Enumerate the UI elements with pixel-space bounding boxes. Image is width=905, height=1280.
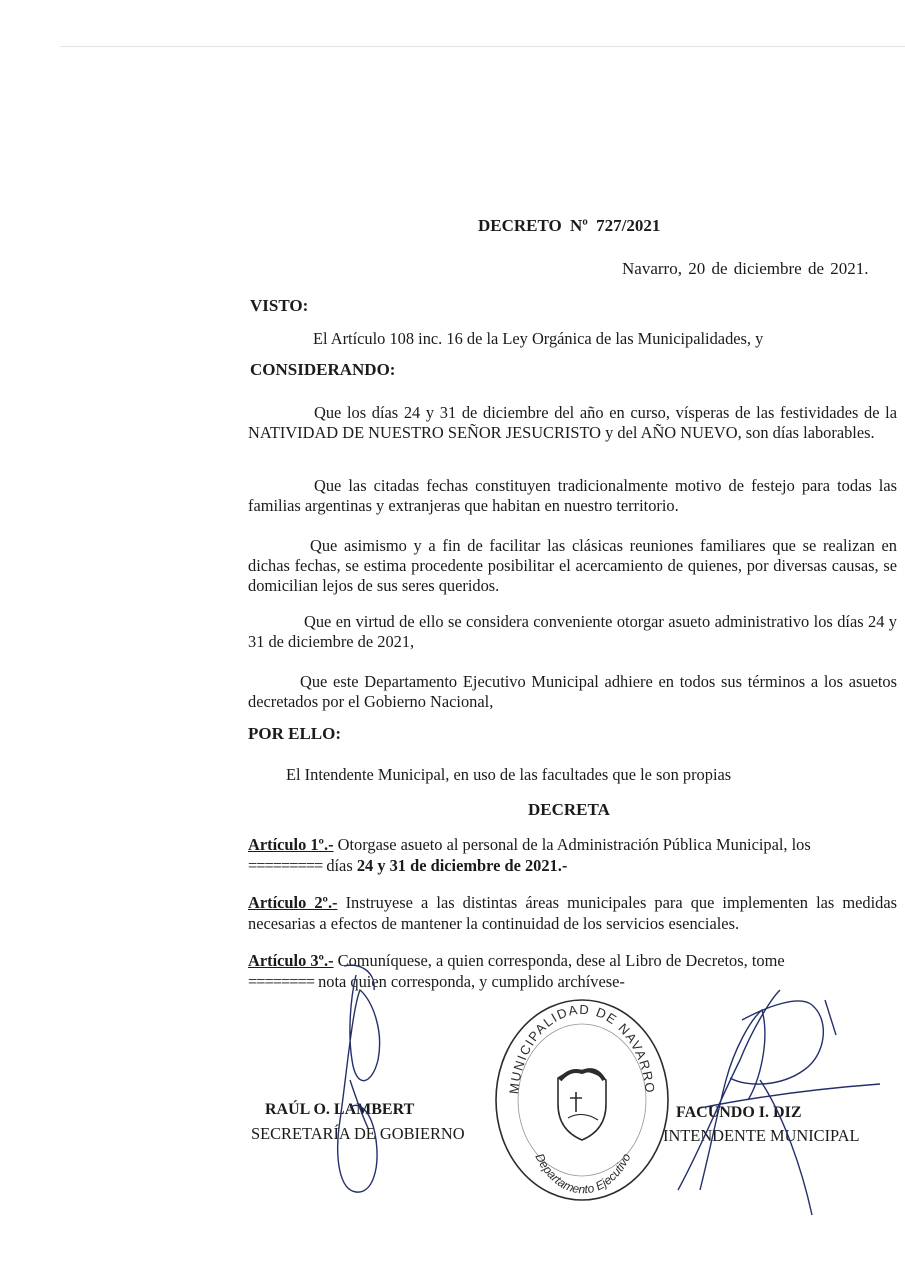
considerando-paragraph-1: Que los días 24 y 31 de diciembre del año en curso, vísperas de las festividades de la NATIVIDAD DE NUESTRO SEÑOR JESUCRISTO y del AÑO NUEVO, son días laborables. bbox=[248, 403, 897, 442]
left-signatory-role: SECRETARÍA DE GOBIERNO bbox=[251, 1124, 465, 1143]
considerando-paragraph-4: Que en virtud de ello se considera conveniente otorgar asueto administrativo los días 24 y 31 de diciembre de 2021, bbox=[248, 612, 897, 651]
decree-title: DECRETO Nº 727/2021 bbox=[478, 216, 661, 235]
visto-heading: VISTO: bbox=[250, 296, 309, 315]
seal-bottom-text: Departamento Ejecutivo bbox=[532, 1151, 634, 1197]
por-ello-heading: POR ELLO: bbox=[248, 724, 342, 743]
considerando-paragraph-3: Que asimismo y a fin de facilitar las clásicas reuniones familiares que se realizan en dichas fechas, se estima procedente posibilitar el acercamiento de quienes, por diversas causas, se domicilian lejos de sus seres queridos. bbox=[248, 536, 897, 595]
por-ello-text: El Intendente Municipal, en uso de las facultades que le son propias bbox=[286, 765, 732, 784]
municipal-seal bbox=[496, 1000, 668, 1200]
article-1-separator: ========= bbox=[248, 856, 323, 875]
right-signature-scribble bbox=[678, 990, 880, 1215]
right-signatory-name: FACUNDO I. DIZ bbox=[676, 1104, 802, 1121]
article-3-text-b: nota quien corresponda, y cumplido archívese- bbox=[318, 972, 625, 991]
cross-icon bbox=[570, 1092, 582, 1112]
shield-icon bbox=[558, 1070, 606, 1140]
visto-text: El Artículo 108 inc. 16 de la Ley Orgánica de las Municipalidades, y bbox=[313, 329, 764, 348]
place-date: Navarro, 20 de diciembre de 2021. bbox=[622, 259, 869, 278]
article-3-label: Artículo 3º.- bbox=[248, 951, 334, 970]
considerando-paragraph-2: Que las citadas fechas constituyen tradicionalmente motivo de festejo para todas las familias argentinas y extranjeras que habitan en nuestro territorio. bbox=[248, 476, 897, 515]
considerando-paragraph-5: Que este Departamento Ejecutivo Municipal adhiere en todos sus términos a los asuetos decretados por el Gobierno Nacional, bbox=[248, 672, 897, 711]
article-1-text-a: Otorgase asueto al personal de la Administración Pública Municipal, los bbox=[337, 835, 811, 854]
left-signatory-name: RAÚL O. LAMBERT bbox=[265, 1101, 415, 1118]
considerando-heading: CONSIDERANDO: bbox=[250, 360, 396, 379]
article-2-label: Artículo 2º.- bbox=[248, 893, 338, 912]
article-1-dates: 24 y 31 de diciembre de 2021.- bbox=[356, 856, 568, 875]
shield-wave-icon bbox=[568, 1114, 598, 1120]
seal-top-text: MUNICIPALIDAD DE NAVARRO bbox=[506, 1001, 658, 1095]
left-signature-scribble bbox=[338, 965, 380, 1192]
article-3-text-a: Comuníquese, a quien corresponda, dese al Libro de Decretos, tome bbox=[337, 951, 785, 970]
seal-outer-ring bbox=[496, 1000, 668, 1200]
article-2-text: Instruyese a las distintas áreas municipales para que implementen las medidas necesarias a efectos de mantener la continuidad de los servicios esenciales. bbox=[248, 893, 897, 933]
article-1-text-b: días bbox=[326, 856, 357, 875]
right-signatory-role: INTENDENTE MUNICIPAL bbox=[663, 1126, 860, 1145]
article-1-label: Artículo 1º.- bbox=[248, 835, 334, 854]
decreta-heading: DECRETA bbox=[528, 800, 610, 819]
seal-inner-ring bbox=[518, 1024, 646, 1176]
article-3-separator: ======== bbox=[248, 972, 314, 991]
